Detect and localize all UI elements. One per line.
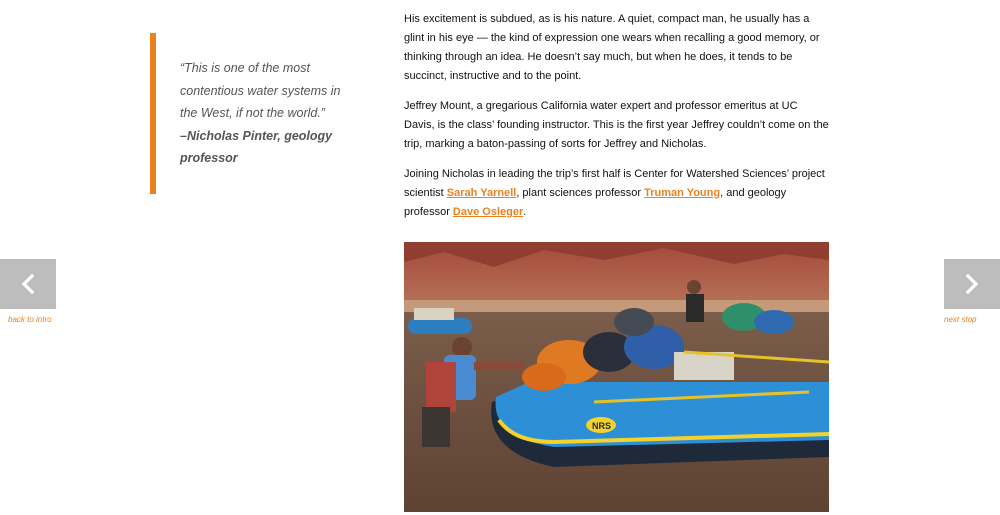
next-button[interactable] — [944, 259, 1000, 309]
next-label[interactable]: next stop — [944, 315, 977, 324]
link-sarah-yarnell[interactable]: Sarah Yarnell — [446, 187, 517, 199]
back-label[interactable]: back to intro — [8, 315, 52, 324]
raft-brand-logo: NRS — [592, 421, 612, 431]
link-dave-osleger[interactable]: Dave Osleger — [452, 206, 524, 218]
rafting-photo — [404, 242, 829, 512]
pull-quote — [150, 33, 356, 194]
link-truman-young[interactable]: Truman Young — [644, 187, 721, 199]
pull-quote-content — [180, 57, 360, 170]
article-paragraph: Jeffrey Mount, a gregarious California water expert and professor emeritus at UC Davis, is the class’ founding instructor. This is the first year Jeffrey couldn’t come on the trip, marking a baton-passing of sorts for Jeffrey and Nicholas. — [404, 100, 829, 150]
pull-quote-author: –Nicholas Pinter, geology professor — [180, 128, 333, 165]
raft-scene-illustration — [404, 242, 829, 512]
pull-quote-text: “This is one of the most contentious water systems in the West, if not the world.” — [180, 61, 341, 120]
article-body — [404, 10, 830, 233]
article-text: Joining Nicholas in leading the trip’s first half is Center for Watershed Sciences’ project scientist — [404, 168, 825, 199]
article-text: , plant sciences professor — [516, 187, 645, 199]
back-button[interactable] — [0, 259, 56, 309]
article-paragraph: His excitement is subdued, as is his nature. A quiet, compact man, he usually has a glint in his eye — the kind of expression one wears when recalling a good memory, or thinking through an idea. He doesn’t say much, but when he does, it tends to be succinct, instructive and to the point. — [404, 13, 820, 82]
article-paragraph — [404, 165, 830, 222]
article-text: , and geology professor — [404, 187, 787, 218]
article-text: . — [523, 206, 527, 218]
chevron-right-icon — [963, 273, 981, 295]
chevron-left-icon — [19, 273, 37, 295]
